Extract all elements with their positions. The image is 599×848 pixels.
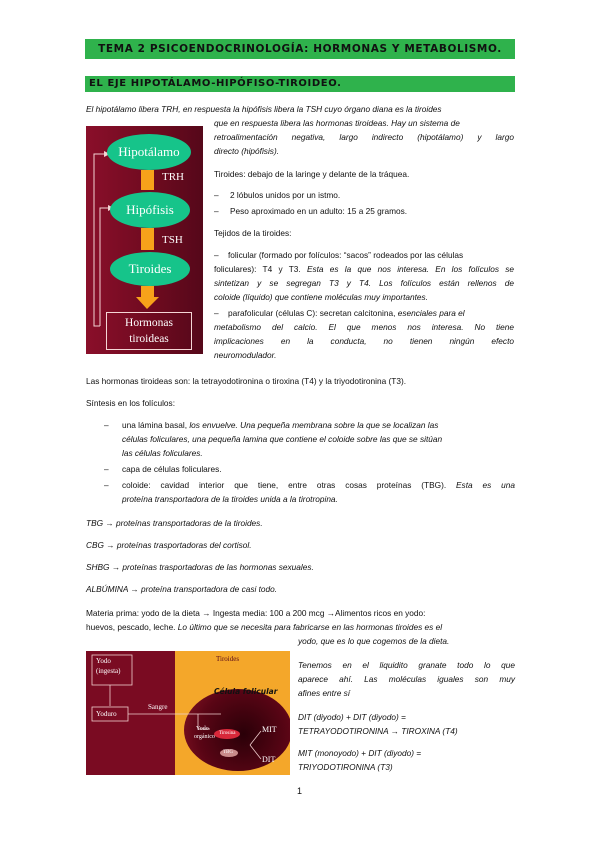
bullet-dash: – [214,190,219,200]
coloide-line-1a: coloide: cavidad interior que tiene, entre otras cosas proteínas (TBG). [122,480,457,490]
mit-label: MIT [262,725,277,734]
materia-prima-line-3: yodo, que es lo que cogemos de la dieta. [298,636,450,646]
tbg-definition: TBG → proteínas transportadoras de la tiroides. [86,518,263,528]
liquido-line-3: afines entre sí [298,688,351,698]
sintesis-heading: Síntesis en los folículos: [86,398,176,408]
trh-connector [141,170,154,190]
yodo-organico-label-1: Yodo [196,726,209,732]
folicular-line-1: folicular (formado por folículos: “sacos” rodeados por las células [228,250,464,260]
intro-line-1: El hipotálamo libera TRH, en respuesta la hipófisis libera la TSH cuyo órgano diana es la tiroides [86,104,442,114]
trh-label: TRH [162,171,184,183]
hipotalamo-node: Hipotálamo [107,134,191,170]
lamina-line-1b: los envuelve. Una pequeña membrana sobre la que se localizan las [189,420,439,430]
parafolicular-line-2: metabolismo del calcio. El que menos nos interesa. No tiene [214,322,514,332]
parafolicular-line-3: implicaciones en la conducta, no tienen ningún efecto [214,336,514,346]
parafolicular-line-1a: parafolicular (células C): secretan calcitonina, [228,308,398,318]
coloide-line-1b: Esta es una [456,480,515,490]
coloide-line-1 [122,478,515,492]
tsh-label: TSH [162,234,183,246]
celula-folicular-label: Célula folicular [214,687,278,696]
liquido-line-2: aparece ahí. Las moléculas iguales son muy [298,674,515,684]
folicular-line-2a: foliculares): T4 y T3. [214,264,307,274]
liquido-line-1: Tenemos en el liquidito granate todo lo que [298,660,515,670]
tbg-label: TBG [223,750,233,755]
mit-dit-equation: MIT (monoyodo) + DIT (diyodo) = [298,748,422,758]
coloide-line-2: proteína transportadora de la tiroides unida a la tirotropina. [122,494,338,504]
parafolicular-line-1b: esenciales para el [397,308,465,318]
lamina-line-1 [122,418,515,432]
tiroides-location: Tiroides: debajo de la laringe y delante de la tráquea. [214,169,410,179]
section-title: EL EJE HIPOTÁLAMO-HIPÓFISO-TIROIDEO. [85,76,515,92]
lobulos-item: 2 lóbulos unidos por un istmo. [230,190,341,200]
intro-line-4: directo (hipófisis). [214,146,280,156]
folicular-line-2 [214,262,514,276]
folicular-line-3: sintetizan y se segregan T3 y T4. Los folículos están rellenos de [214,278,514,288]
bullet-dash: – [104,420,109,430]
tiroides-panel-label: Tiroides [216,655,240,663]
hipofisis-node: Hipófisis [110,192,190,228]
hypothalamic-pituitary-thyroid-diagram [86,126,203,354]
sangre-label: Sangre [148,703,168,711]
hormonas-line-2: tiroideas [129,333,169,345]
t4-result: TETRAYODOTIRONINA → TIROXINA (T4) [298,726,458,736]
materia-prima-line-2a: huevos, pescado, leche. [86,622,178,632]
hormonas-tiroideas-text: Las hormonas tiroideas son: la tetrayodotironina o tiroxina (T4) y la triyodotironina (T3). [86,376,407,386]
bullet-dash: – [104,480,109,490]
tiroides-node: Tiroides [110,252,190,286]
hormonas-line-1: Hormonas [125,317,173,329]
lamina-line-3: las células foliculares. [122,448,203,458]
parafolicular-line-4: neuromodulador. [214,350,277,360]
dit-label: DIT [262,755,276,764]
bullet-dash: – [104,464,109,474]
peso-item: Peso aproximado en un adulto: 15 a 25 gramos. [230,206,408,216]
yodo-label: Yodo [96,657,111,665]
t3-result: TRIYODOTIRONINA (T3) [298,762,393,772]
tsh-connector [141,228,154,250]
ingesta-label: (ingesta) [96,667,121,675]
shbg-definition: SHBG → proteínas trasportadoras de las hormonas sexuales. [86,562,314,572]
bullet-dash: – [214,250,219,260]
follicular-cell-diagram [86,651,290,775]
intro-line-3: retroalimentación negativa, largo indirecto (hipotálamo) y largo [214,132,514,142]
bullet-dash: – [214,308,219,318]
capa-item: capa de células foliculares. [122,464,222,474]
lamina-line-1a: una lámina basal, [122,420,190,430]
parafolicular-line-1 [228,306,465,320]
yoduro-label: Yoduro [96,710,117,718]
cbg-definition: CBG → proteínas trasportadoras del cortisol. [86,540,252,550]
tirosina-label: Tirosina [219,731,236,736]
hormonas-tiroideas-box [106,312,192,350]
folicular-line-4: coloide (líquido) que contiene moléculas muy importantes. [214,292,428,302]
dit-dit-equation: DIT (diyodo) + DIT (diyodo) = [298,712,406,722]
lamina-line-2: células foliculares, una pequeña lamina que contiene el coloide sobre las que se sitúan [122,434,443,444]
bullet-dash: – [214,206,219,216]
materia-prima-line-2 [86,620,516,634]
materia-prima-line-2b: Lo último que se necesita para fabricarse en las hormonas tiroides es el [177,622,443,632]
albumina-definition: ALBÚMINA → proteína transportadora de casi todo. [86,584,278,594]
materia-prima-line-1: Materia prima: yodo de la dieta → Ingesta media: 100 a 200 mcg →Alimentos ricos en yodo: [86,608,426,618]
page-number: 1 [296,786,302,796]
page-header-title: TEMA 2 PSICOENDOCRINOLOGÍA: HORMONAS Y METABOLISMO. [85,39,515,59]
tejidos-heading: Tejidos de la tiroides: [214,228,292,238]
intro-line-2: que en respuesta libera las hormonas tiroideas. Hay un sistema de [214,118,460,128]
yodo-organico-label-2: orgánico [194,734,215,740]
output-connector [141,286,154,298]
folicular-line-2b: Esta es la que nos interesa. En los folículos se [306,264,514,274]
